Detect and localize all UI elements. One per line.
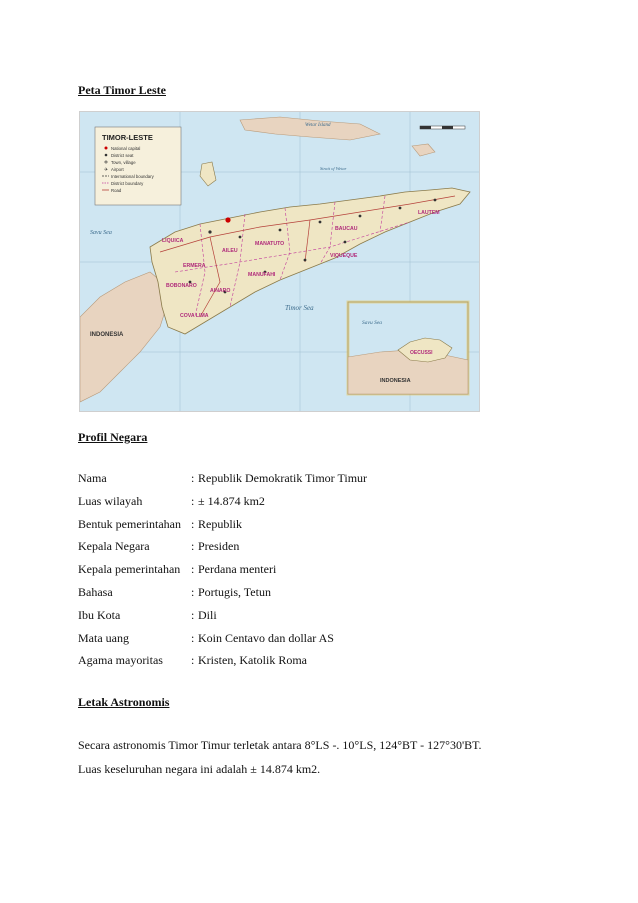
- profile-value: Perdana menteri: [198, 562, 277, 576]
- legend-item: Town, village: [111, 160, 136, 165]
- profile-row: [78, 471, 498, 487]
- profile-label: Nama: [78, 471, 107, 485]
- profile-label: Bentuk pemerintahan: [78, 517, 181, 531]
- profile-separator: :: [191, 585, 195, 599]
- astro-paragraph-line: Luas keseluruhan negara ini adalah ± 14.874 km2.: [78, 762, 321, 776]
- legend-item: District boundary: [111, 181, 144, 186]
- profile-value: ± 14.874 km2: [198, 494, 265, 508]
- profile-row: [78, 608, 498, 624]
- profile-row: [78, 585, 498, 601]
- profile-label: Kepala pemerintahan: [78, 562, 181, 576]
- profile-row: [78, 517, 498, 533]
- profile-label: Ibu Kota: [78, 608, 121, 622]
- timor-leste-map: [79, 111, 480, 412]
- profile-separator: :: [191, 653, 195, 667]
- profile-row: [78, 494, 498, 510]
- profile-label: Kepala Negara: [78, 539, 150, 553]
- district-label: AILEU: [222, 248, 238, 254]
- profile-value: Koin Centavo dan dollar AS: [198, 631, 334, 645]
- scale-bar: [420, 126, 465, 129]
- profile-value: Kristen, Katolik Roma: [198, 653, 307, 667]
- map-legend: [95, 127, 181, 205]
- profile-separator: :: [191, 471, 195, 485]
- profile-label: Bahasa: [78, 585, 113, 599]
- svg-text:OECUSSI: OECUSSI: [410, 350, 433, 356]
- profile-value: Republik: [198, 517, 242, 531]
- legend-item: Road: [111, 188, 122, 193]
- legend-item: District seat: [111, 153, 134, 158]
- district-label: COVA LIMA: [180, 313, 209, 319]
- profile-separator: :: [191, 517, 195, 531]
- profile-value: Portugis, Tetun: [198, 585, 271, 599]
- svg-text:INDONESIA: INDONESIA: [380, 378, 411, 384]
- map-section-heading: Peta Timor Leste: [78, 83, 166, 97]
- profile-separator: :: [191, 608, 195, 622]
- sea-label: Timor Sea: [285, 304, 314, 312]
- legend-item: Airport: [111, 167, 124, 172]
- district-label: MANATUTO: [255, 241, 285, 247]
- legend-title: TIMOR-LESTE: [102, 133, 153, 142]
- sea-label: Wetar Island: [305, 123, 331, 128]
- sea-label: Savu Sea: [90, 230, 112, 236]
- neighbor-label: INDONESIA: [90, 332, 124, 338]
- district-label: AINARO: [210, 288, 231, 294]
- sea-label: Strait of Wetar: [320, 166, 347, 171]
- profile-value: Presiden: [198, 539, 240, 553]
- profile-row: [78, 562, 498, 578]
- profile-separator: :: [191, 631, 195, 645]
- legend-item: National capital: [111, 146, 141, 151]
- svg-text:✈: ✈: [104, 167, 109, 173]
- profile-row: [78, 653, 498, 669]
- profile-label: Luas wilayah: [78, 494, 143, 508]
- profile-value: Republik Demokratik Timor Timur: [198, 471, 368, 485]
- district-label: LIQUICA: [162, 238, 184, 244]
- svg-text:Savu Sea: Savu Sea: [362, 320, 383, 326]
- astro-paragraph-line: Secara astronomis Timor Timur terletak antara 8°LS -. 10°LS, 124°BT - 127°30'BT.: [78, 738, 482, 752]
- profile-separator: :: [191, 539, 195, 553]
- profile-section-heading: Profil Negara: [78, 430, 148, 444]
- oecussi-inset: [348, 302, 468, 394]
- district-label: MANUFAHI: [248, 272, 276, 278]
- profile-row: [78, 539, 498, 555]
- profile-separator: :: [191, 494, 195, 508]
- legend-item: International boundary: [111, 174, 154, 179]
- district-label: BAUCAU: [335, 226, 358, 232]
- profile-label: Mata uang: [78, 631, 129, 645]
- profile-label: Agama mayoritas: [78, 653, 163, 667]
- profile-separator: :: [191, 562, 195, 576]
- capital-marker: [225, 217, 230, 222]
- astro-section-heading: Letak Astronomis: [78, 695, 170, 709]
- district-label: LAUTEM: [418, 210, 440, 216]
- profile-row: [78, 631, 498, 647]
- district-label: VIQUEQUE: [330, 253, 358, 259]
- district-label: ERMERA: [183, 263, 206, 269]
- profile-value: Dili: [198, 608, 217, 622]
- district-label: BOBONARO: [166, 283, 197, 289]
